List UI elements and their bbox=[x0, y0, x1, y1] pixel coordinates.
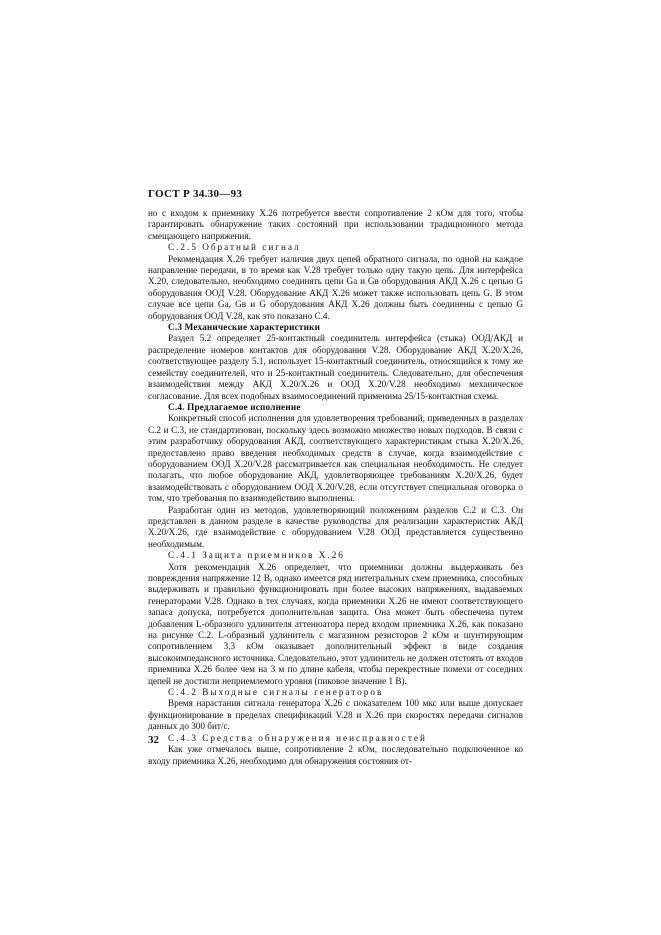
paragraph-c3: Раздел 5.2 определяет 25-контактный соединитель интерфейса (стыка) ООД/АКД и распределение номеров контактов для оборудования V.28. Оборудование АКД Х.20/Х.26, соответствующее разделу 5.1, использует 15-контактный соединитель, относящийся к тому же семейству соединителей, что и 25-контактный соединитель. Следовательно, для обеспечения взаимодействия между АКД Х.20/Х.26 и ООД Х.20/V.28 необходимо механическое согласование. Для всех подобных взаимосоединений применима 25/15-контактная схема. bbox=[148, 333, 523, 401]
paragraph-intro: но с входом к приемнику Х.26 потребуется ввести сопротивление 2 кОм для того, чтобы гарантировать обнаружение таких состояний при использовании традиционного метода смещающего напряжения. bbox=[148, 208, 523, 241]
paragraph-c4-1: Конкретный способ исполнения для удовлетворения требований, приведенных в разделах С.2 и С.3, не стандартизован, поскольку здесь возможно множество новых подходов. В связи с этим разработчику оборудования АКД, соответствующего характеристикам стыка Х.20/Х.26, предоставлено право введения необходимых средств в случае, когда взаимодействие с оборудованием ООД Х.20/V.28 рассматривается как специальная необходимость. Не следует полагать, что любое оборудование АКД, удовлетворяющее требованиям Х.20/Х.26, будет взаимодействовать с оборудованием ООД Х.20/V.28, если отсутствует специальная оговорка о том, что требования по взаимодействию выполнены. bbox=[148, 413, 523, 504]
body-text bbox=[148, 208, 523, 767]
section-c41-title: С.4.1 Защита приемников Х.26 bbox=[168, 550, 345, 561]
section-c4-title: С.4. Предлагаемое исполнение bbox=[168, 401, 301, 412]
section-c25-title: С.2.5 Обратный сигнал bbox=[168, 242, 301, 253]
section-c43-title: С.4.3 Средства обнаружения неисправностей bbox=[168, 732, 427, 743]
paragraph-c41: Хотя рекомендация Х.26 определяет, что приемники должны выдерживать без повреждения напряжение 12 В, однако имеется ряд интегральных схем приемника, способных выдерживать и правильно функционировать при более высоких напряжениях, выдаваемых генераторами V.28. Однако в тех случаях, когда приемники Х.26 не имеют соответствующего запаса допуска, потребуется дополнительная защита. Она может быть обеспечена путем добавления L-образного удлинителя аттенюатора перед входом приемника Х.26, как показано на рисунке С.2. L-образный удлинитель с магазином резисторов 2 кОм и шунтирующим сопротивлением 3,3 кОм оказывает дополнительный эффект в виде создания высокоимпедансного источника. Следовательно, этот удлинитель не должен отстоять от входов приемника Х.26 более чем на 3 м по длине кабеля, чтобы перекрестные помехи от соседних цепей не достигли неприемлемого уровня (пиковое значение 1 В). bbox=[148, 561, 523, 686]
section-c42-title: С.4.2 Выходные сигналы генераторов bbox=[168, 687, 384, 698]
paragraph-c25: Рекомендация Х.26 требует наличия двух цепей обратного сигнала, по одной на каждое направление передачи, в то время как V.28 требует только одну такую цепь. Для интерфейса Х.20, следовательно, необходимо соединять цепи Ga и Gв оборудования АКД Х.26 с цепью G оборудования ООД V.28. Оборудование АКД Х.26 может также использовать цепь G. В этом случае все цепи Ga, Gв и G оборудования АКД Х.26 должны быть соединены с цепью G оборудования ООД V.28, как это показано С.4. bbox=[148, 253, 523, 321]
document-header: ГОСТ Р 34.30—93 bbox=[148, 188, 243, 200]
page-number: 32 bbox=[148, 734, 159, 746]
paragraph-c4-2: Разработан один из методов, удовлетворяющий положениям разделов С.2 и С.3. Он представлен в данном разделе в качестве руководства для реализации характеристик АКД Х.20/Х.26, где взаимодействие с оборудованием V.28 ООД представляется существенно необходимым. bbox=[148, 504, 523, 549]
paragraph-c42: Время нарастания сигнала генератора Х.26 с показателем 100 мкс или выше допускает функционирование в пределах спецификаций V.28 и Х.26 при скоростях передачи сигналов данных до 300 бит/с. bbox=[148, 698, 523, 732]
paragraph-c43: Как уже отмечалось выше, сопротивление 2 кОм, последовательно подключенное ко входу приемника Х.26, необходимо для обнаружения состояния от- bbox=[148, 744, 523, 766]
section-c3-title: С.3 Механические характеристики bbox=[168, 322, 321, 333]
